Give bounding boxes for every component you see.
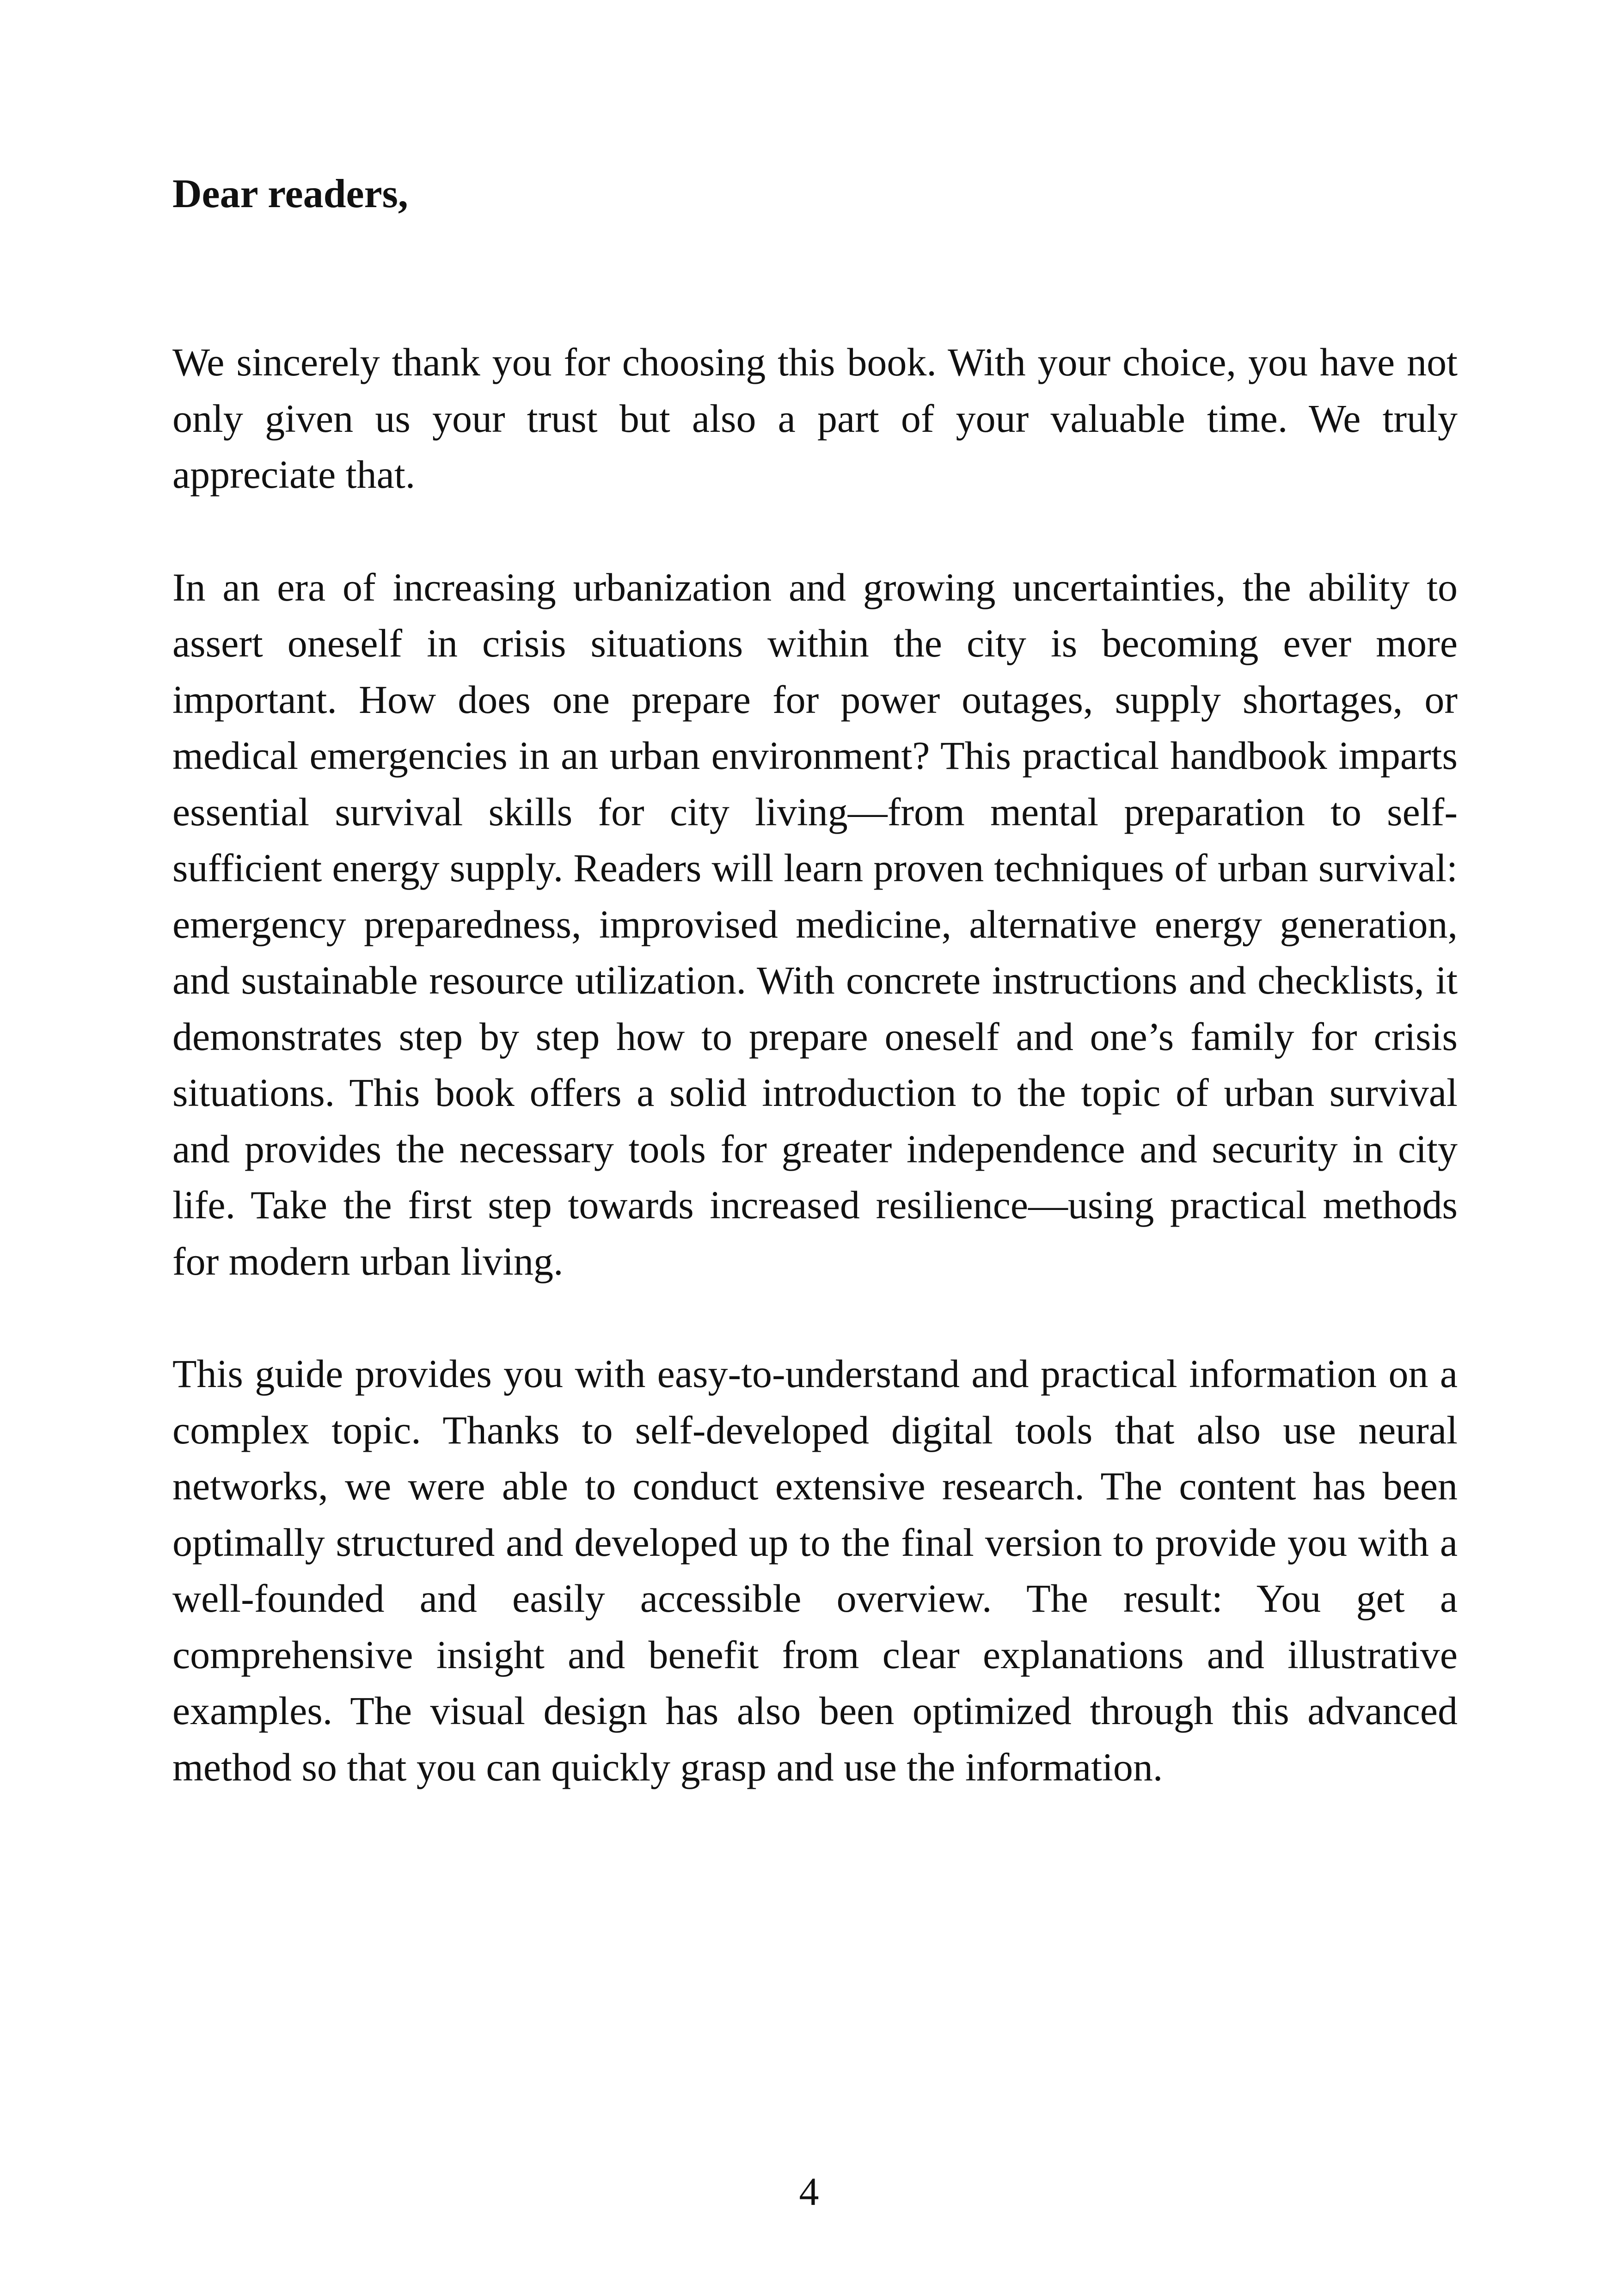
page-number: 4 (799, 2169, 819, 2214)
paragraph-book-description: In an era of increasing urbanization and growing uncertainties, the ability to assert oneself in crisis situations within the city is becoming ever more important. How does one prepare for power outages, supply shortages, or medical emergencies in an urban environment? This practical handbook imparts essential survival skills for city living—from mental preparation to self-sufficient energy supply. Readers will learn proven techniques of urban survival: emergency preparedness, improvised medicine, alternative energy generation, and sustainable resource utilization. With concrete instructions and checklists, it demonstrates step by step how to prepare oneself and one’s family for crisis situations. This book offers a solid introduction to the topic of urban survival and provides the necessary tools for greater independence and security in city life. Take the first step towards increased resilience—using practical methods for modern urban living. (172, 565, 1458, 1283)
paragraph-thanks: We sincerely thank you for choosing this book. With your choice, you have not only given us your trust but also a part of your valuable time. We truly appreciate that. (172, 340, 1458, 497)
greeting-heading: Dear readers, (172, 172, 408, 216)
page-content (172, 166, 1458, 1795)
paragraph-guide-method: This guide provides you with easy-to-understand and practical information on a complex topic. Thanks to self-developed digital tools that also use neural networks, we were able to conduct extensive research. The content has been optimally structured and developed up to the final version to provide you with a well-founded and easily accessible overview. The result: You get a comprehensive insight and benefit from clear explanations and illustrative examples. The visual design has also been optimized through this advanced method so that you can quickly grasp and use the information. (172, 1351, 1458, 1789)
